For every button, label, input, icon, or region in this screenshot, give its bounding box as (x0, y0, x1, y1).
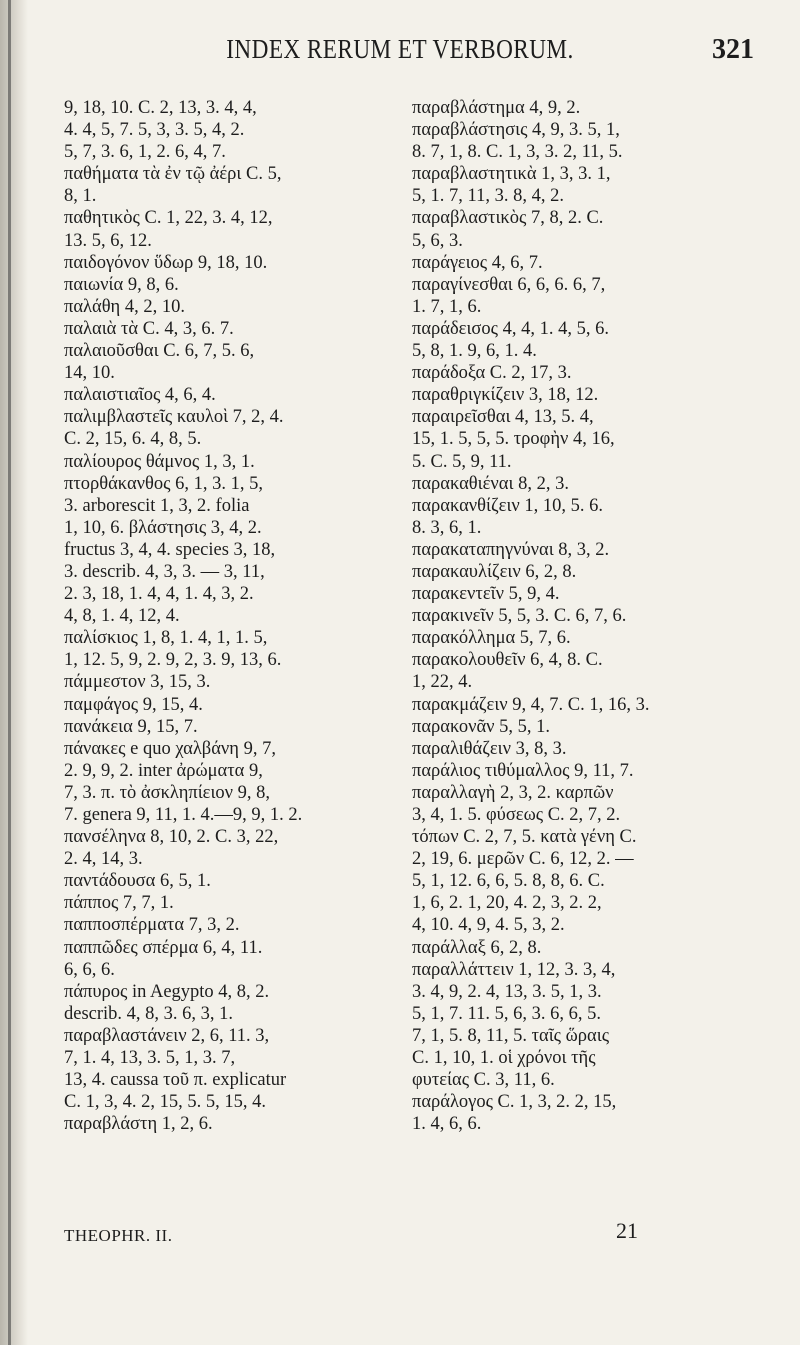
index-line: παντάδουσα 6, 5, 1. (64, 871, 211, 892)
index-line: C. 1, 10, 1. οἱ χρόνοι τῆς (412, 1048, 596, 1069)
index-line: 5, 1, 12. 6, 6, 5. 8, 8, 6. C. (412, 871, 605, 892)
index-line: παρακινεῖν 5, 5, 3. C. 6, 7, 6. (412, 606, 627, 627)
index-line: 1, 12. 5, 9, 2. 9, 2, 3. 9, 13, 6. (64, 650, 282, 671)
index-line: C. 2, 15, 6. 4, 8, 5. (64, 429, 202, 450)
index-line: παρακαταπηγνύναι 8, 3, 2. (412, 539, 610, 560)
index-line: 1, 6, 2. 1, 20, 4. 2, 3, 2. 2, (412, 893, 602, 914)
index-line: τόπων C. 2, 7, 5. κατὰ γένη C. (412, 827, 637, 848)
index-column-right (412, 97, 772, 1135)
page-number: 321 (712, 34, 754, 65)
index-line: describ. 4, 8, 3. 6, 3, 1. (64, 1003, 234, 1024)
index-line: 1, 10, 6. βλάστησις 3, 4, 2. (64, 517, 262, 538)
index-line: παλιμβλαστεῖς καυλοὶ 7, 2, 4. (64, 407, 284, 428)
index-line: παραβλαστάνειν 2, 6, 11. 3, (64, 1025, 270, 1046)
index-line: 9, 18, 10. C. 2, 13, 3. 4, 4, (64, 98, 257, 118)
index-line: παραγίνεσθαι 6, 6, 6. 6, 7, (412, 274, 606, 295)
index-line: 3. describ. 4, 3, 3. — 3, 11, (64, 561, 265, 582)
index-line: 7, 1, 5. 8, 11, 5. ταῖς ὥραις (412, 1025, 610, 1046)
index-line: παρακονᾶν 5, 5, 1. (412, 716, 551, 737)
index-line: παράγειος 4, 6, 7. (412, 252, 543, 273)
index-line: πάππος 7, 7, 1. (64, 893, 174, 914)
index-line: 5, 1. 7, 11, 3. 8, 4, 2. (412, 186, 564, 207)
index-line: παραβλαστικὸς 7, 8, 2. C. (412, 208, 604, 229)
index-line: 2. 3, 18, 1. 4, 4, 1. 4, 3, 2. (64, 584, 254, 605)
index-line: 1, 22, 4. (412, 672, 473, 693)
index-line: παραλιθάζειν 3, 8, 3. (412, 738, 567, 759)
index-line: 4. 4, 5, 7. 5, 3, 3. 5, 4, 2. (64, 120, 245, 141)
index-line: παράλιος τιθύμαλλος 9, 11, 7. (412, 760, 634, 781)
index-line: παρακεντεῖν 5, 9, 4. (412, 584, 560, 605)
index-line: 7, 1. 4, 13, 3. 5, 1, 3. 7, (64, 1048, 236, 1069)
index-line: παπποσπέρματα 7, 3, 2. (64, 915, 240, 936)
index-line: 13. 5, 6, 12. (64, 230, 152, 251)
index-line: fructus 3, 4, 4. species 3, 18, (64, 539, 276, 560)
index-line: πτορθάκανθος 6, 1, 3. 1, 5, (64, 473, 263, 494)
index-line: 8. 7, 1, 8. C. 1, 3, 3. 2, 11, 5. (412, 142, 623, 163)
index-line: παρακανθίζειν 1, 10, 5. 6. (412, 495, 604, 516)
index-line: 7, 3. π. τὸ ἀσκληπίειον 9, 8, (64, 782, 271, 803)
index-line: 4, 10. 4, 9, 4. 5, 3, 2. (412, 915, 565, 936)
index-line: 2, 19, 6. μερῶν C. 6, 12, 2. — (412, 849, 634, 870)
index-line: παθήματα τὰ ἐν τῷ ἀέρι C. 5, (64, 164, 282, 185)
page-gutter-line (8, 0, 11, 1345)
footer-signature: THEOPHR. II. (64, 1226, 173, 1245)
index-line: παραβλάστη 1, 2, 6. (64, 1114, 213, 1135)
index-line: 3. arborescit 1, 3, 2. folia (64, 495, 250, 516)
index-line: παράδεισος 4, 4, 1. 4, 5, 6. (412, 318, 609, 339)
index-line: 14, 10. (64, 363, 115, 384)
index-line: παράδοξα C. 2, 17, 3. (412, 363, 572, 384)
index-line: παρακμάζειν 9, 4, 7. C. 1, 16, 3. (412, 694, 650, 715)
index-line: παρακόλλημα 5, 7, 6. (412, 628, 571, 649)
index-line: 7. genera 9, 11, 1. 4.—9, 9, 1. 2. (64, 805, 303, 825)
index-line: 5, 1, 7. 11. 5, 6, 3. 6, 6, 5. (412, 1003, 601, 1024)
index-line: παππῶδες σπέρμα 6, 4, 11. (64, 937, 263, 958)
index-line: παρακαυλίζειν 6, 2, 8. (412, 561, 577, 582)
index-line: παραλλαγὴ 2, 3, 2. καρπῶν (412, 782, 614, 803)
index-line: C. 1, 3, 4. 2, 15, 5. 5, 15, 4. (64, 1092, 266, 1113)
index-line: 5, 6, 3. (412, 230, 463, 251)
index-line: παραλλάττειν 1, 12, 3. 3, 4, (412, 959, 616, 980)
index-line: παιωνία 9, 8, 6. (64, 274, 179, 295)
index-line: πάνακες e quo χαλβάνη 9, 7, (64, 738, 276, 759)
running-header-title: INDEX RERUM ET VERBORUM. (226, 34, 574, 64)
index-line: πάμμεστον 3, 15, 3. (64, 672, 211, 693)
index-line: 1. 7, 1, 6. (412, 296, 482, 317)
index-line: 5. C. 5, 9, 11. (412, 451, 512, 472)
index-line: 2. 4, 14, 3. (64, 849, 143, 870)
index-line: παρακολουθεῖν 6, 4, 8. C. (412, 650, 603, 671)
index-line: 5, 8, 1. 9, 6, 1. 4. (412, 341, 537, 362)
index-line: παιδογόνον ὕδωρ 9, 18, 10. (64, 252, 268, 273)
index-line: 6, 6, 6. (64, 959, 115, 980)
index-line: 5, 7, 3. 6, 1, 2. 6, 4, 7. (64, 142, 226, 163)
index-line: 8, 1. (64, 186, 97, 207)
index-line: φυτείας C. 3, 11, 6. (412, 1070, 555, 1091)
index-line: 8. 3, 6, 1. (412, 517, 482, 538)
index-column-left (64, 97, 424, 1135)
index-line: παραβλαστητικὰ 1, 3, 3. 1, (412, 164, 611, 185)
footer-sheet-number: 21 (616, 1218, 638, 1243)
index-line: 2. 9, 9, 2. inter ἀρώματα 9, (64, 760, 263, 781)
index-line: 15, 1. 5, 5, 5. τροφὴν 4, 16, (412, 429, 615, 450)
index-line: 4, 8, 1. 4, 12, 4. (64, 606, 180, 627)
index-line: παραθριγκίζειν 3, 18, 12. (412, 385, 599, 406)
index-line: παλίουρος θάμνος 1, 3, 1. (64, 451, 255, 472)
index-line: 1. 4, 6, 6. (412, 1114, 482, 1135)
index-line: παλαιστιαῖος 4, 6, 4. (64, 385, 216, 406)
index-line: παμφάγος 9, 15, 4. (64, 694, 203, 715)
index-line: παλίσκιος 1, 8, 1. 4, 1, 1. 5, (64, 628, 268, 649)
index-line: παράλογος C. 1, 3, 2. 2, 15, (412, 1092, 617, 1113)
index-line: παράλλαξ 6, 2, 8. (412, 937, 542, 958)
index-line: 3, 4, 1. 5. φύσεως C. 2, 7, 2. (412, 805, 621, 825)
index-line: παθητικὸς C. 1, 22, 3. 4, 12, (64, 208, 273, 229)
index-line: παραβλάστησις 4, 9, 3. 5, 1, (412, 120, 620, 141)
index-line: παλαιοῦσθαι C. 6, 7, 5. 6, (64, 341, 255, 362)
index-line: πάπυρος in Aegypto 4, 8, 2. (64, 981, 270, 1002)
index-line: παραβλάστημα 4, 9, 2. (412, 98, 581, 118)
index-line: παλάθη 4, 2, 10. (64, 296, 185, 317)
index-line: 13, 4. caussa τοῦ π. explicatur (64, 1070, 287, 1091)
index-line: 3. 4, 9, 2. 4, 13, 3. 5, 1, 3. (412, 981, 602, 1002)
index-line: πανσέληνα 8, 10, 2. C. 3, 22, (64, 827, 279, 848)
page-spine-shadow (0, 0, 28, 1345)
index-line: παραιρεῖσθαι 4, 13, 5. 4, (412, 407, 594, 428)
index-line: παρακαθιέναι 8, 2, 3. (412, 473, 569, 494)
index-line: πανάκεια 9, 15, 7. (64, 716, 198, 737)
index-line: παλαιὰ τὰ C. 4, 3, 6. 7. (64, 318, 234, 339)
